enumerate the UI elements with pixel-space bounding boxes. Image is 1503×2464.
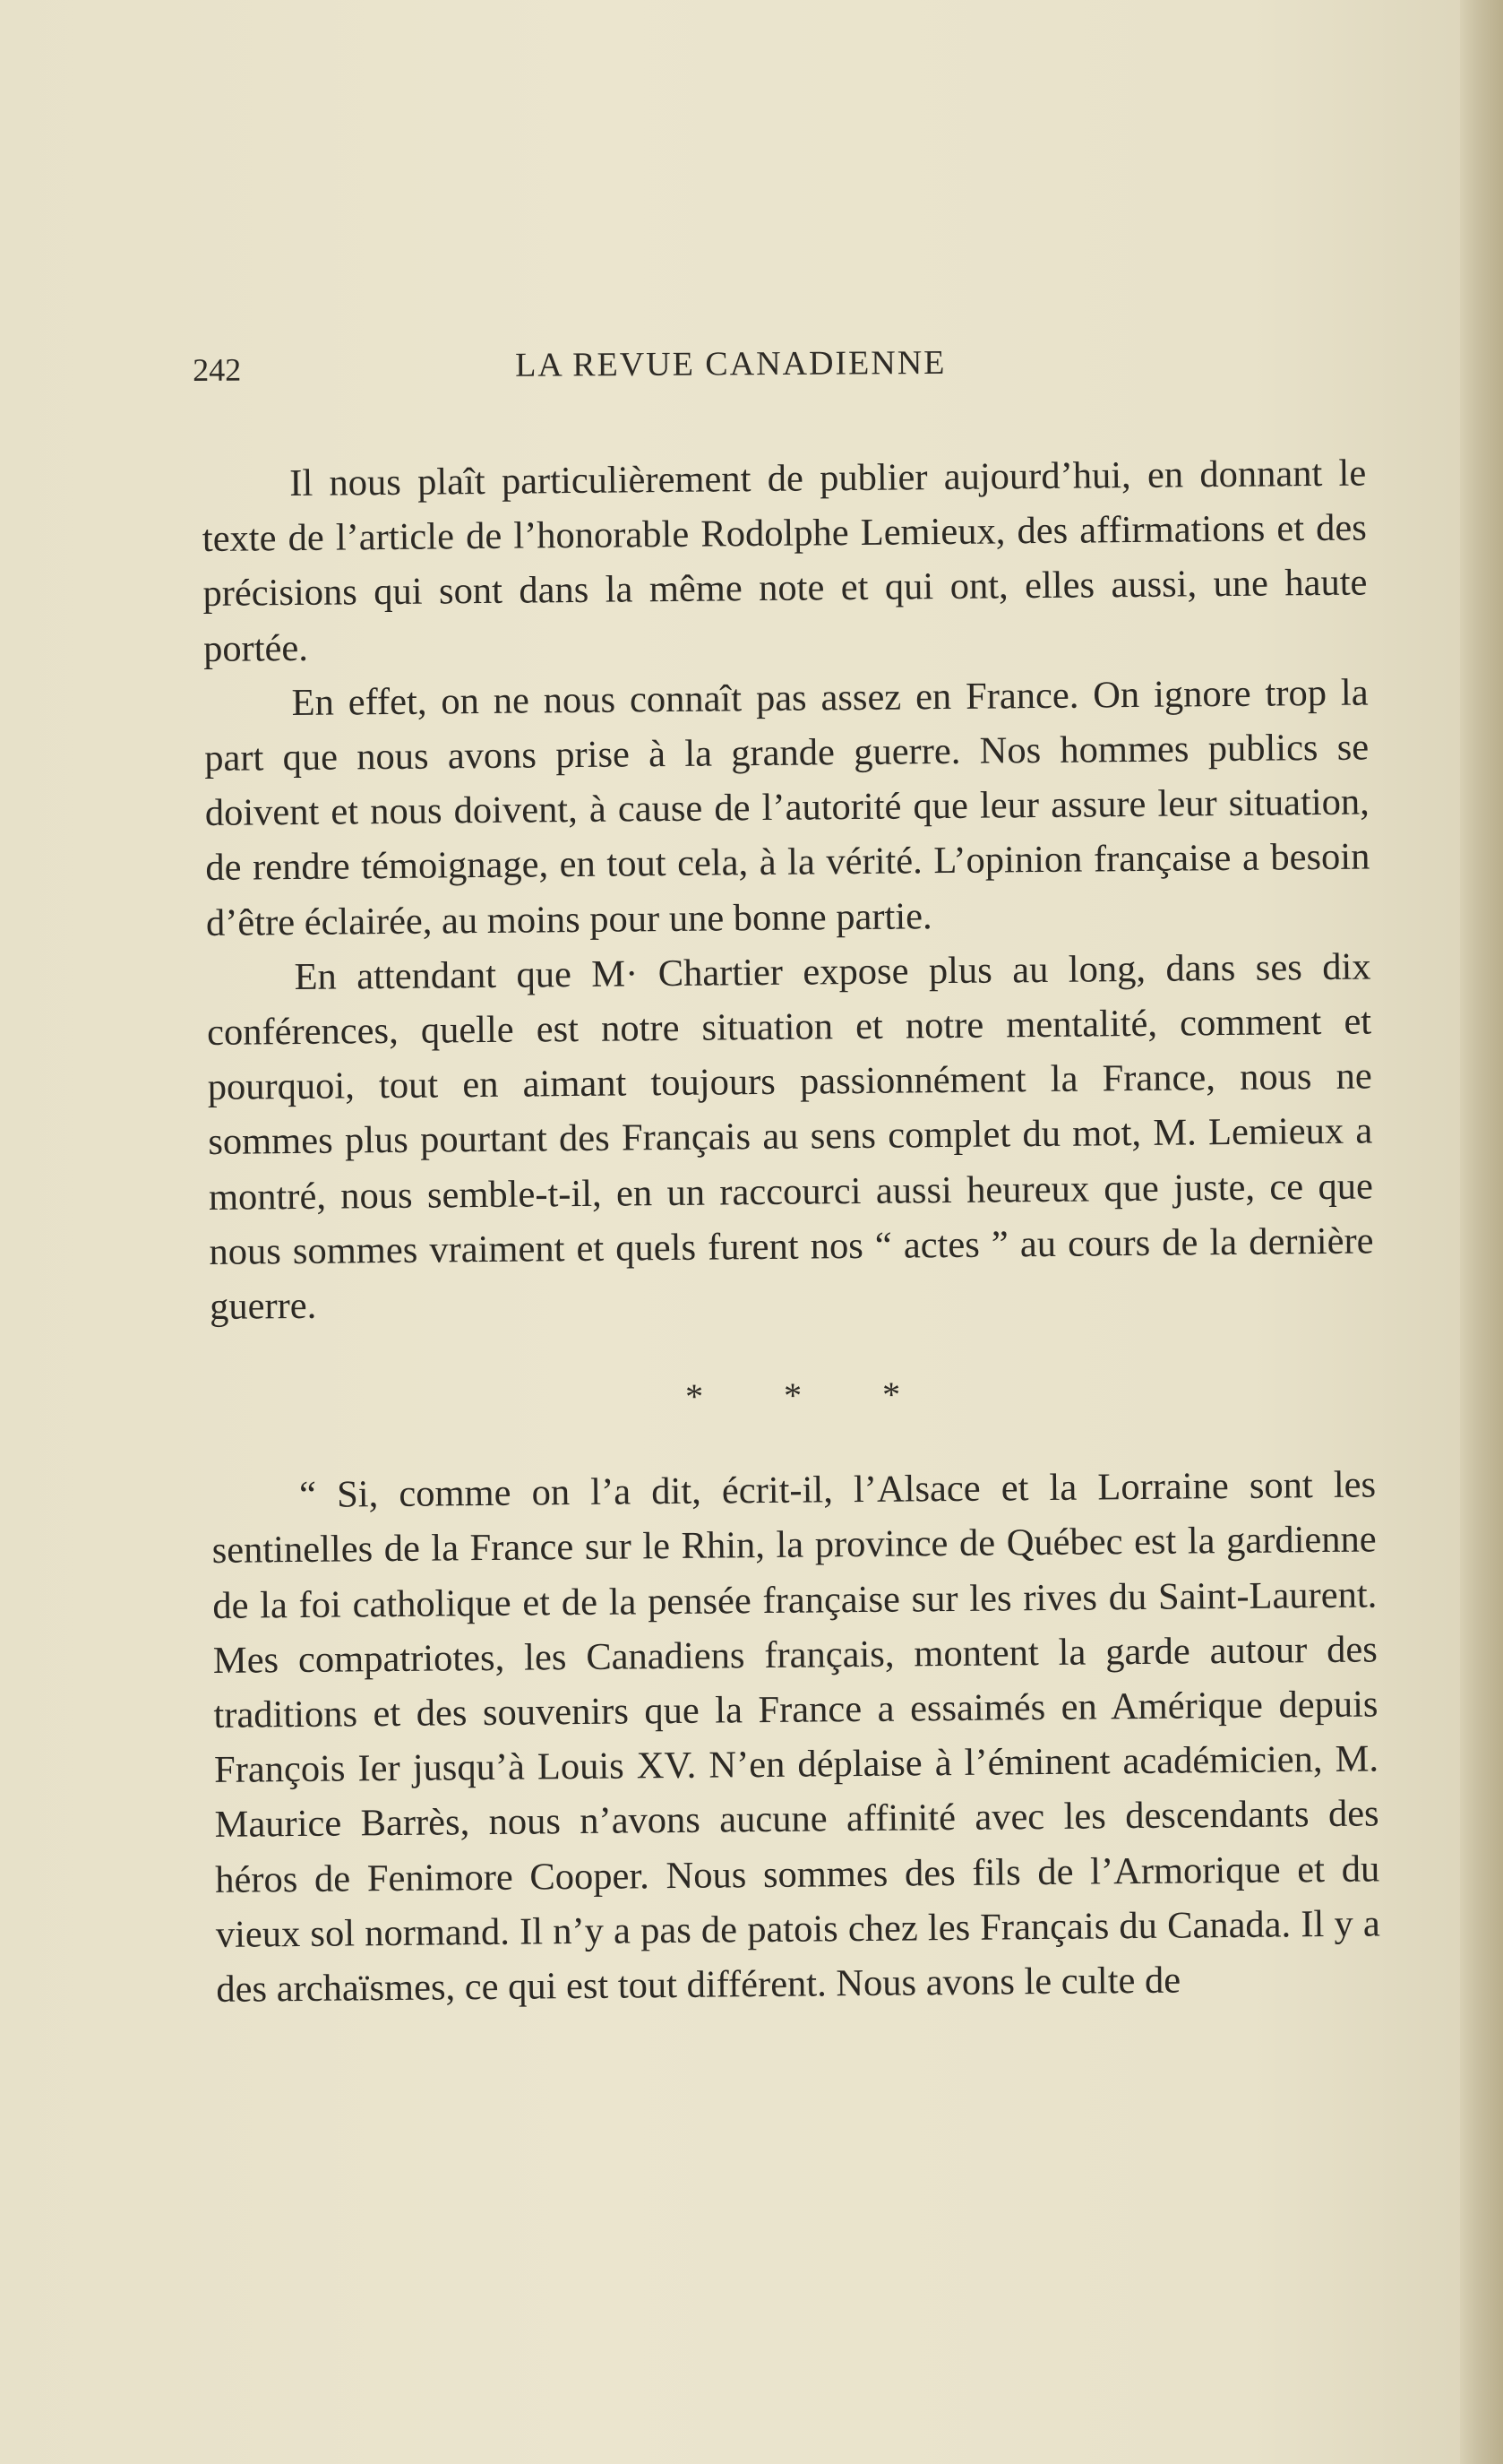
page-number: 242	[193, 351, 242, 388]
paragraph-1: Il nous plaît particulièrement de publier aujourd’hui, en donnant le texte de l’article de l’honorable Rodolphe Lemieux, des affirmations et des précisions qui sont dans la même note et qui ont, elles aussi, une haute portée.	[202, 452, 1368, 670]
body-text	[202, 446, 1381, 2018]
running-head: LA REVUE CANADIENNE	[514, 343, 947, 384]
paragraph-2: En effet, on ne nous connaît pas assez en France. On ignore trop la part que nous avons prise à la grande guerre. Nos hommes publics se doivent et nous doivent, à cause de l’autorité que leur assure leur situation, de rendre témoignage, en tout cela, à la vérité. L’opinion française a besoin d’être éclairée, au moins pour une bonne partie.	[204, 671, 1370, 944]
section-divider: * * *	[684, 1374, 937, 1417]
page-header	[193, 340, 1357, 398]
quote-paragraph: “ Si, comme on l’a dit, écrit-il, l’Alsace et la Lorraine sont les sentinelles de la France sur le Rhin, la province de Québec est la gardienne de la foi catholique et de la pensée française sur les rives du Saint-Laurent. Mes compatriotes, les Canadiens français, montent la garde autour des traditions et des souvenirs que la France a essaimés en Amérique depuis François Ier jusqu’à Louis XV. N’en déplaise à l’éminent académicien, M. Maurice Barrès, nous n’avons aucune affinité avec les descendants des héros de Fenimore Cooper. Nous sommes des fils de l’Armorique et du vieux sol normand. Il n’y a pas de patois chez les Français du Canada. Il y a des archaïsmes, ce qui est tout différent. Nous avons le culte de	[211, 1463, 1380, 2011]
paragraph-3: En attendant que M· Chartier expose plus au long, dans ses dix conférences, quelle est notre situation et notre mentalité, comment et pourquoi, tout en aimant toujours passionnément la France, nous ne sommes plus pourtant des Français au sens complet du mot, M. Lemieux a montré, nous semble-t-il, en un raccourci aussi heureux que juste, ce que nous sommes vraiment et quels furent nos “ actes ” au cours de la dernière guerre.	[206, 945, 1374, 1329]
page-edge	[1460, 0, 1503, 2464]
